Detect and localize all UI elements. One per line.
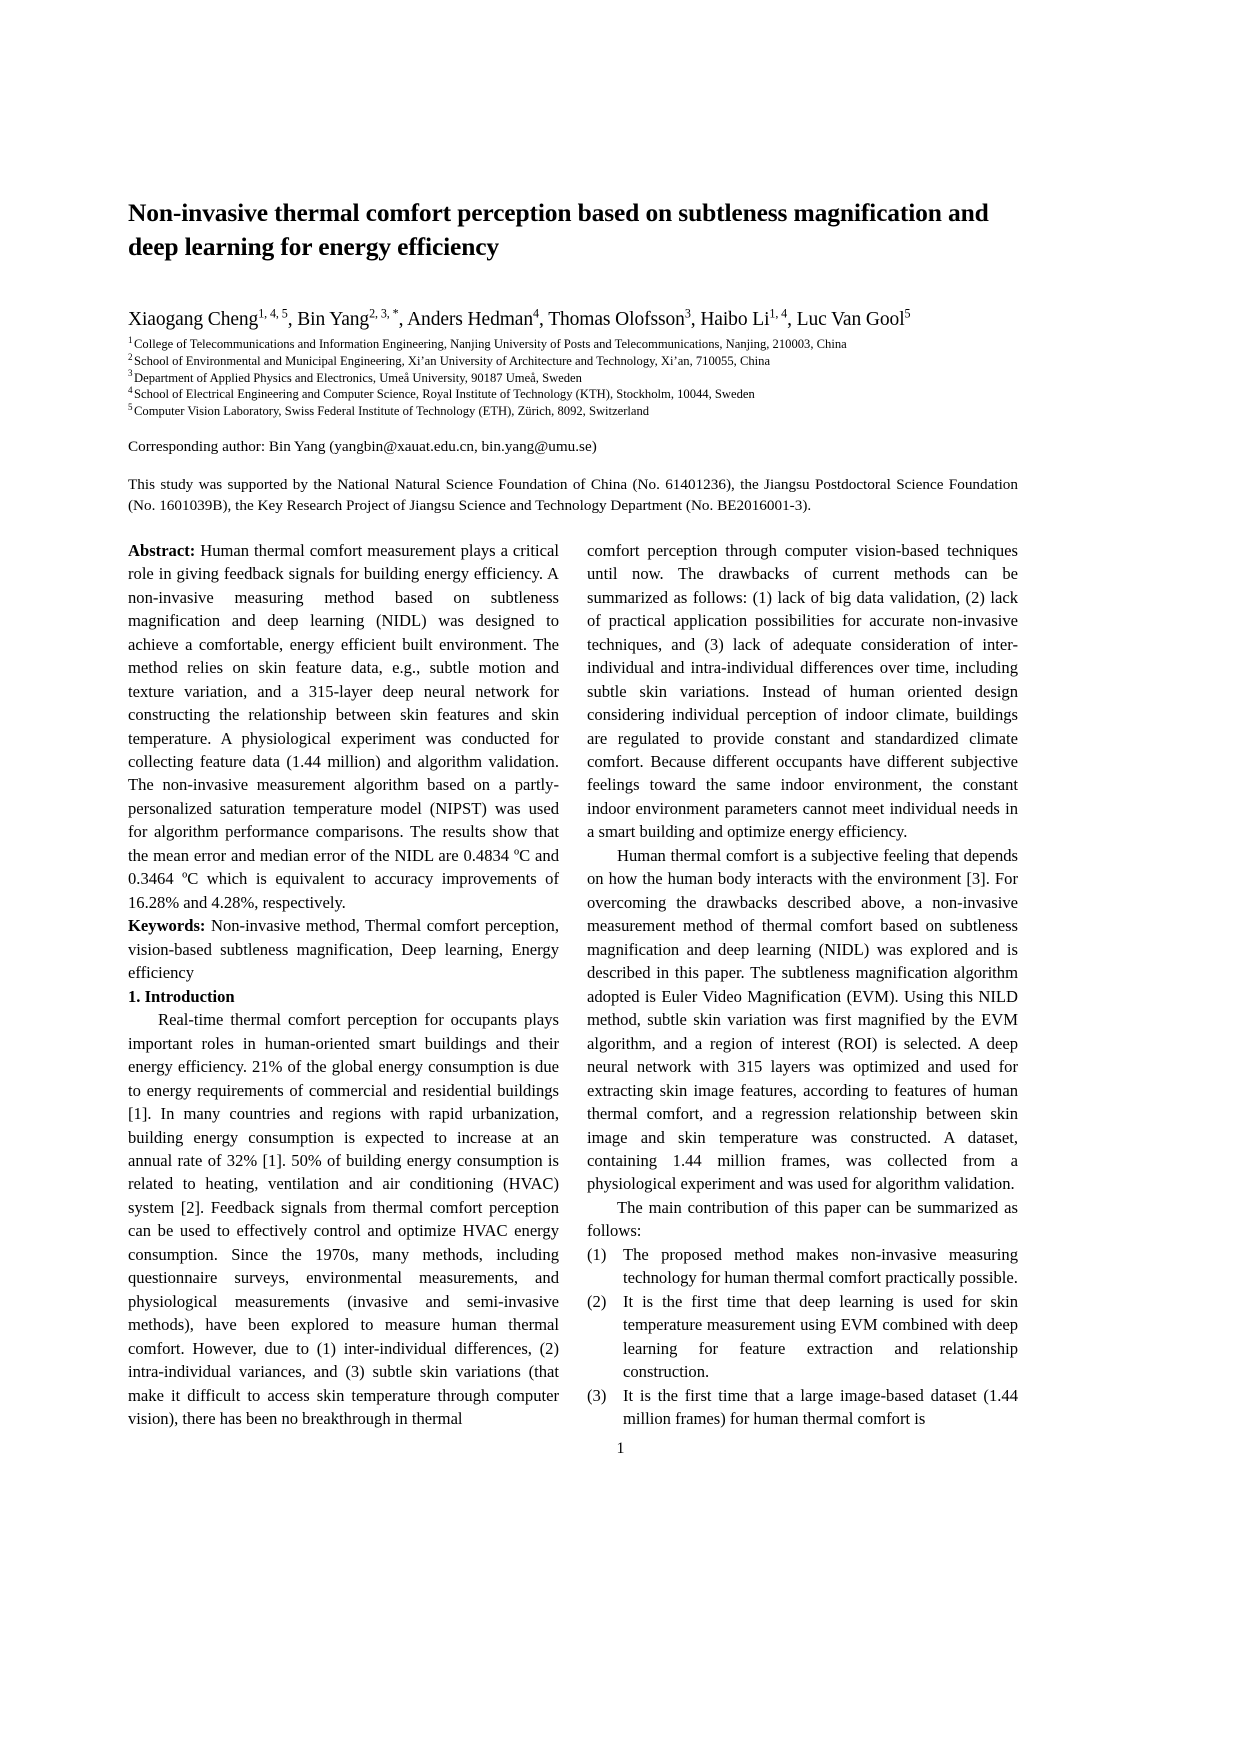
affiliation-item — [128, 386, 1018, 403]
abstract-label: Abstract: — [128, 540, 196, 560]
corresponding-author: Corresponding author: Bin Yang (yangbin@xauat.edu.cn, bin.yang@umu.se) — [128, 437, 597, 455]
affiliation-index: 2 — [128, 351, 133, 362]
page-title: Non-invasive thermal comfort perception based on subtleness magnification and deep learning for energy efficiency — [128, 198, 989, 261]
left-column — [128, 539, 559, 1431]
contribution-text: The proposed method makes non-invasive measuring technology for human thermal comfort practically possible. — [623, 1244, 1018, 1288]
contribution-item — [587, 1384, 1018, 1431]
affiliation-index: 4 — [128, 385, 133, 396]
author-affiliation-marker: 5 — [904, 306, 911, 321]
right-paragraph-3: The main contribution of this paper can be summarized as follows: — [587, 1197, 1018, 1241]
author-entry — [297, 306, 408, 330]
author-separator: , — [398, 308, 408, 330]
author-name: Anders Hedman — [407, 308, 534, 330]
right-paragraph-1: comfort perception through computer vision-based techniques until now. The drawbacks of current methods can be summarized as follows: (1) lack of big data validation, (2) lack of practical application possibilities for accurate non-invasive techniques, and (3) lack of adequate consideration of inter-individual and intra-individual differences over time, including subtle skin variations. Instead of human oriented design considering individual perception of indoor climate, buildings are regulated to provide constant and standardized climate comfort. Because different occupants have different subjective feelings toward the same indoor environment, the constant indoor environment parameters cannot meet individual needs in a smart building and optimize energy efficiency. — [587, 540, 1018, 842]
contribution-number: (2) — [587, 1291, 607, 1311]
introduction-paragraph-1: Real-time thermal comfort perception for occupants plays important roles in human-oriented smart buildings and their energy efficiency. 21% of the global energy consumption is due to energy requirements of commercial and residential buildings [1]. In many countries and regions with rapid urbanization, building energy consumption is expected to increase at an annual rate of 32% [1]. 50% of building energy consumption is related to heating, ventilation and air conditioning (HVAC) system [2]. Feedback signals from thermal comfort perception can be used to effectively control and optimize HVAC energy consumption. Since the 1970s, many methods, including questionnaire surveys, environmental measurements, and physiological measurements (invasive and semi-invasive methods), have been explored to measure human thermal comfort. However, due to (1) inter-individual differences, (2) intra-individual variances, and (3) subtle skin variations (that make it difficult to access skin temperature through computer vision), there has been no breakthrough in thermal — [128, 1010, 559, 1429]
affiliation-item — [128, 403, 1018, 420]
author-separator: , — [690, 308, 701, 330]
keywords-body: Non-invasive method, Thermal comfort perception, vision-based subtleness magnification, Deep learning, Energy efficiency — [128, 916, 559, 983]
affiliation-text: Department of Applied Physics and Electronics, Umeå University, 90187 Umeå, Sweden — [134, 370, 582, 385]
abstract-body: Human thermal comfort measurement plays a critical role in giving feedback signals for building energy efficiency. A non-invasive measuring method based on subtleness magnification and deep learning (NIDL) was designed to achieve a comfortable, energy efficient built environment. The method relies on skin feature data, e.g., subtle motion and texture variation, and a 315-layer deep neural network for constructing the relationship between skin features and skin temperature. A physiological experiment was conducted for collecting feature data (1.44 million) and algorithm validation. The non-invasive measurement algorithm based on a partly-personalized saturation temperature model (NIPST) was used for algorithm performance comparisons. The results show that the mean error and median error of the NIDL are 0.4834 ºC and 0.3464 ºC which is equivalent to accuracy improvements of 16.28% and 4.28%, respectively. — [128, 540, 559, 912]
affiliation-text: School of Electrical Engineering and Computer Science, Royal Institute of Technology (KTH), Stockholm, 10044, Sweden — [134, 387, 755, 402]
author-name: Bin Yang — [297, 308, 370, 330]
affiliation-item — [128, 370, 1018, 387]
page-number: 1 — [616, 1440, 625, 1457]
keywords-label: Keywords: — [128, 916, 206, 936]
contribution-number: (1) — [587, 1244, 607, 1264]
affiliation-item — [128, 336, 1018, 353]
contribution-text: It is the first time that deep learning is used for skin temperature measurement using EVM combined with deep learning for feature extraction and relationship construction. — [623, 1291, 1018, 1382]
author-name: Luc Van Gool — [796, 308, 905, 330]
contribution-number: (3) — [587, 1385, 607, 1405]
two-column-body — [128, 539, 1018, 1431]
section-heading-introduction: 1. Introduction — [128, 986, 235, 1006]
keywords-paragraph — [128, 914, 559, 984]
funding-statement: This study was supported by the National Natural Science Foundation of China (No. 61401236), the Jiangsu Postdoctoral Science Foundation (No. 1601039B), the Key Research Project of Jiangsu Science and Technology Department (No. BE2016001-3). — [128, 475, 1018, 515]
author-name: Xiaogang Cheng — [128, 308, 259, 330]
author-affiliation-marker: 3 — [684, 306, 691, 321]
affiliation-list — [128, 336, 1018, 420]
author-list — [128, 308, 1018, 331]
author-name: Thomas Olofsson — [548, 308, 685, 330]
author-separator: , — [287, 308, 298, 330]
author-name: Haibo Li — [700, 308, 770, 330]
right-paragraph-2: Human thermal comfort is a subjective feeling that depends on how the human body interacts with the environment [3]. For overcoming the drawbacks described above, a non-invasive measurement method of thermal comfort based on subtleness magnification and deep learning (NIDL) was explored and is described in this paper. The subtleness magnification algorithm adopted is Euler Video Magnification (EVM). Using this NILD method, subtle skin variation was first magnified by the EVM algorithm, and a region of interest (ROI) is selected. A deep neural network with 315 layers was optimized and used for extracting skin image features, according to features of human thermal comfort, and a regression relationship between skin image and skin temperature was constructed. A dataset, containing 1.44 million frames, was collected from a physiological experiment and was used for algorithm validation. — [587, 845, 1018, 1194]
affiliation-index: 5 — [128, 401, 133, 412]
author-separator: , — [787, 308, 797, 330]
affiliation-index: 3 — [128, 368, 133, 379]
affiliation-item — [128, 353, 1018, 370]
contribution-item — [587, 1290, 1018, 1384]
author-entry — [548, 306, 701, 330]
author-separator: , — [538, 308, 549, 330]
author-entry — [128, 306, 298, 330]
affiliation-text: Computer Vision Laboratory, Swiss Federal Institute of Technology (ETH), Zürich, 8092, Switzerland — [134, 404, 650, 419]
author-entry — [700, 306, 797, 330]
page-content — [128, 196, 1018, 1431]
author-affiliation-marker: 1, 4, 5 — [258, 306, 288, 321]
affiliation-text: College of Telecommunications and Information Engineering, Nanjing University of Posts and Telecommunications, Nanjing, 210003, China — [134, 337, 847, 352]
contribution-item — [587, 1243, 1018, 1290]
author-entry — [796, 306, 911, 330]
author-affiliation-marker: 4 — [533, 306, 539, 321]
abstract-paragraph — [128, 539, 559, 915]
author-affiliation-marker: 2, 3, * — [369, 306, 399, 321]
author-affiliation-marker: 1, 4 — [769, 306, 788, 321]
right-column — [587, 539, 1018, 1431]
affiliation-text: School of Environmental and Municipal Engineering, Xi’an University of Architecture and Technology, Xi’an, 710055, China — [134, 353, 771, 368]
author-entry — [407, 306, 549, 330]
contribution-text: It is the first time that a large image-based dataset (1.44 million frames) for human thermal comfort is — [623, 1385, 1018, 1429]
affiliation-index: 1 — [128, 335, 133, 346]
